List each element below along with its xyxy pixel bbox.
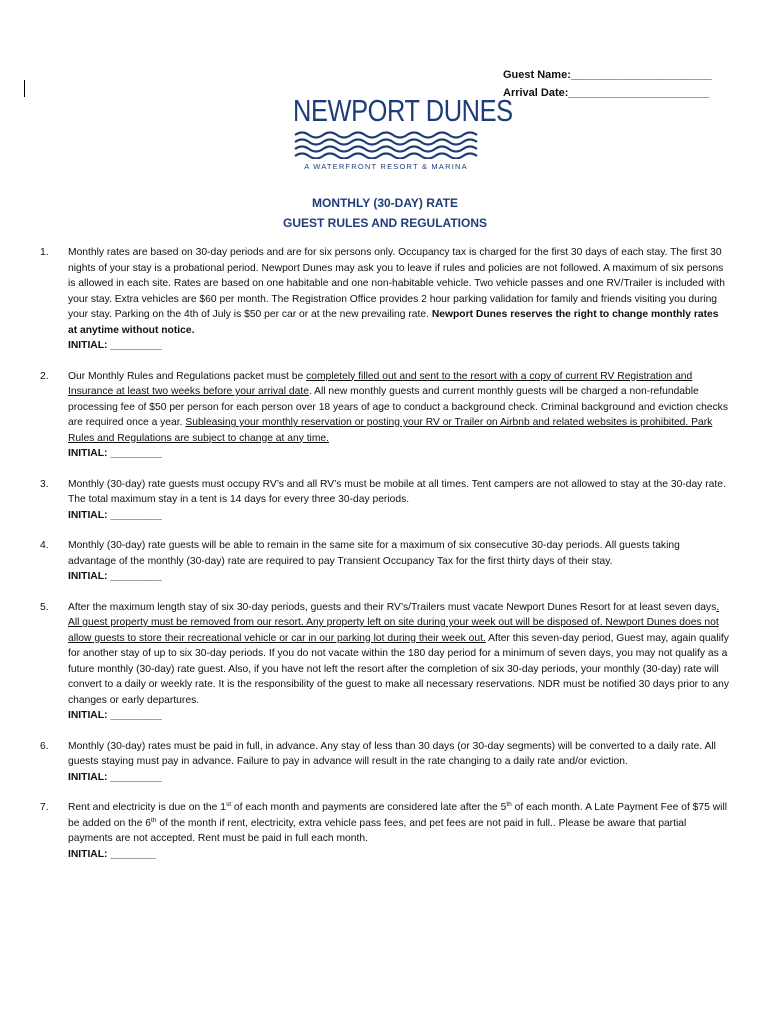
rule-text-segment: . All new monthly guests and current monthly guests will be charged a non-refundable processing fee of $50 per person for each person over 18 years of age to conduct a background check. Criminal background and eviction checks are required once a year.	[68, 386, 728, 428]
rule-text-segment: Rent and electricity is due on the 1	[68, 802, 226, 813]
rule-text-segment: Monthly (30-day) rate guests must occupy RV’s and all RV’s must be mobile at all times. Tent campers are not allowed to stay at the 30-day rate. The total maximum stay in a tent is 14 days for every three 30-day periods.	[68, 478, 726, 505]
rule-item	[40, 600, 730, 724]
rule-text-segment: of each month and payments are considered late after the 5	[231, 802, 507, 813]
rule-text	[68, 739, 730, 770]
initial-field[interactable]: INITIAL: _________	[68, 509, 162, 521]
title-line-1: MONTHLY (30-DAY) RATE	[311, 196, 459, 210]
document-title	[0, 193, 770, 233]
rule-text-segment: Newport Dunes reserves the right to change monthly rates at anytime without notice.	[68, 309, 719, 336]
rule-item	[40, 538, 730, 585]
rule-text-segment: After the maximum length stay of six 30-day periods, guests and their RV’s/Trailers must vacate Newport Dunes Resort for at least seven days	[68, 601, 717, 613]
initial-field[interactable]: INITIAL: _________	[68, 771, 162, 783]
text-cursor	[24, 80, 25, 97]
title-line-2: GUEST RULES AND REGULATIONS	[282, 216, 487, 230]
initial-field[interactable]: INITIAL: _________	[68, 710, 162, 721]
logo-tagline: A WATERFRONT RESORT & MARINA	[304, 162, 468, 171]
initial-field[interactable]: INITIAL: _________	[68, 340, 162, 351]
guest-info-fields	[503, 66, 712, 102]
rule-text-segment: Monthly (30-day) rate guests will be able to remain in the same site for a maximum of six consecutive 30-day periods. All guests taking advantage of the monthly (30-day) rate are required to pay Transient Occupancy Tax for the first thirty days of their stay.	[68, 540, 680, 567]
arrival-date-field[interactable]: Arrival Date:_______________________	[503, 87, 710, 99]
guest-name-field[interactable]: Guest Name:_______________________	[503, 69, 712, 81]
rule-number: 1.	[40, 247, 49, 258]
initial-field[interactable]: INITIAL: _________	[68, 448, 162, 459]
rule-text-segment: th	[151, 816, 157, 824]
rule-text	[68, 245, 730, 338]
initial-field[interactable]: INITIAL: _________	[68, 571, 162, 582]
rule-number: 3.	[40, 478, 49, 490]
rule-item	[40, 245, 730, 354]
rule-text	[68, 477, 730, 508]
rule-text-segment: Monthly (30-day) rates must be paid in full, in advance. Any stay of less than 30 days (or 30-day segments) will be converted to a daily rate. All guests staying must pay in advance. Failure to pay in advance will result in the rate changing to a daily rate and/or eviction.	[68, 740, 716, 767]
rule-item	[40, 800, 730, 862]
rule-text-segment: Our Monthly Rules and Regulations packet must be	[68, 370, 307, 382]
rules-list	[40, 245, 730, 877]
rule-text-segment: of the month if rent, electricity, extra vehicle pass fees, and pet fees are not paid in full.. Please be aware that partial payments are not accepted. Rent must be paid in full each month.	[68, 817, 687, 844]
rule-item	[40, 739, 730, 786]
rule-text-segment: completely filled out and sent to the resort with a copy of current RV Registration and Insurance at least two weeks before your arrival date	[68, 370, 693, 397]
rule-number: 4.	[40, 540, 49, 551]
rule-number: 6.	[40, 740, 49, 752]
initial-field[interactable]: INITIAL: ________	[68, 848, 157, 860]
logo-waves-icon	[293, 129, 479, 159]
rule-text	[68, 369, 730, 447]
rule-text	[68, 538, 730, 569]
rule-number: 5.	[40, 601, 49, 613]
rule-text-segment: th	[506, 801, 512, 808]
rule-text-segment: . All guest property must be removed from our resort. Any property left on site during your week out will be disposed of. Newport Dunes does not allow guests to store their recreational vehicle or car in our parking lot during their week out.	[68, 601, 720, 644]
rule-number: 2.	[40, 370, 49, 382]
rule-text-segment: Monthly rates are based on 30-day periods and are for six persons only. Occupancy tax is charged for the first 30 days of each stay. The first 30 nights of your stay is a probational period. Newport Dunes may ask you to leave if rules and policies are not followed. A maximum of six persons is allowed in each site. Rates are based on one habitable and one non-habitable vehicle. Two vehicle passes and one RV/Trailer is included with your stay. Extra vehicles are $60 per month. The Registration Office provides 2 hour parking validation for family and friends visiting you during your stay. Parking on the 4th of July is $50 per car or at the new prevailing rate.	[68, 247, 725, 320]
rule-text-segment: st	[225, 801, 232, 808]
rule-text	[68, 800, 730, 847]
logo-wordmark: NEWPORT DUNES	[293, 93, 513, 128]
rule-item	[40, 477, 730, 524]
rule-item	[40, 369, 730, 462]
rule-text-segment: of each month. A Late Payment Fee of $75 will be added on the 6	[68, 802, 728, 829]
rule-text-segment: After this seven-day period, Guest may, again qualify for another stay of up to six 30-day periods. If you do not vacate within the 180 day period for a minimum of seven days, you may not qualify as a future monthly (30-day) rate guest. Also, if you have not left the resort after the completion of six 30-day periods, your monthly (30-day) rate will convert to a daily or weekly rate. It is the responsibility of the guest to make all necessary reservations. NDR must be notified 30 days prior to any changes or early departures.	[68, 632, 730, 706]
rule-text	[68, 600, 730, 709]
rule-number: 7.	[40, 802, 49, 813]
rule-text-segment: Subleasing your monthly reservation or posting your RV or Trailer on Airbnb and related websites is prohibited. Park Rules and Regulations are subject to change at any time.	[68, 417, 713, 444]
newport-dunes-logo	[293, 93, 513, 176]
